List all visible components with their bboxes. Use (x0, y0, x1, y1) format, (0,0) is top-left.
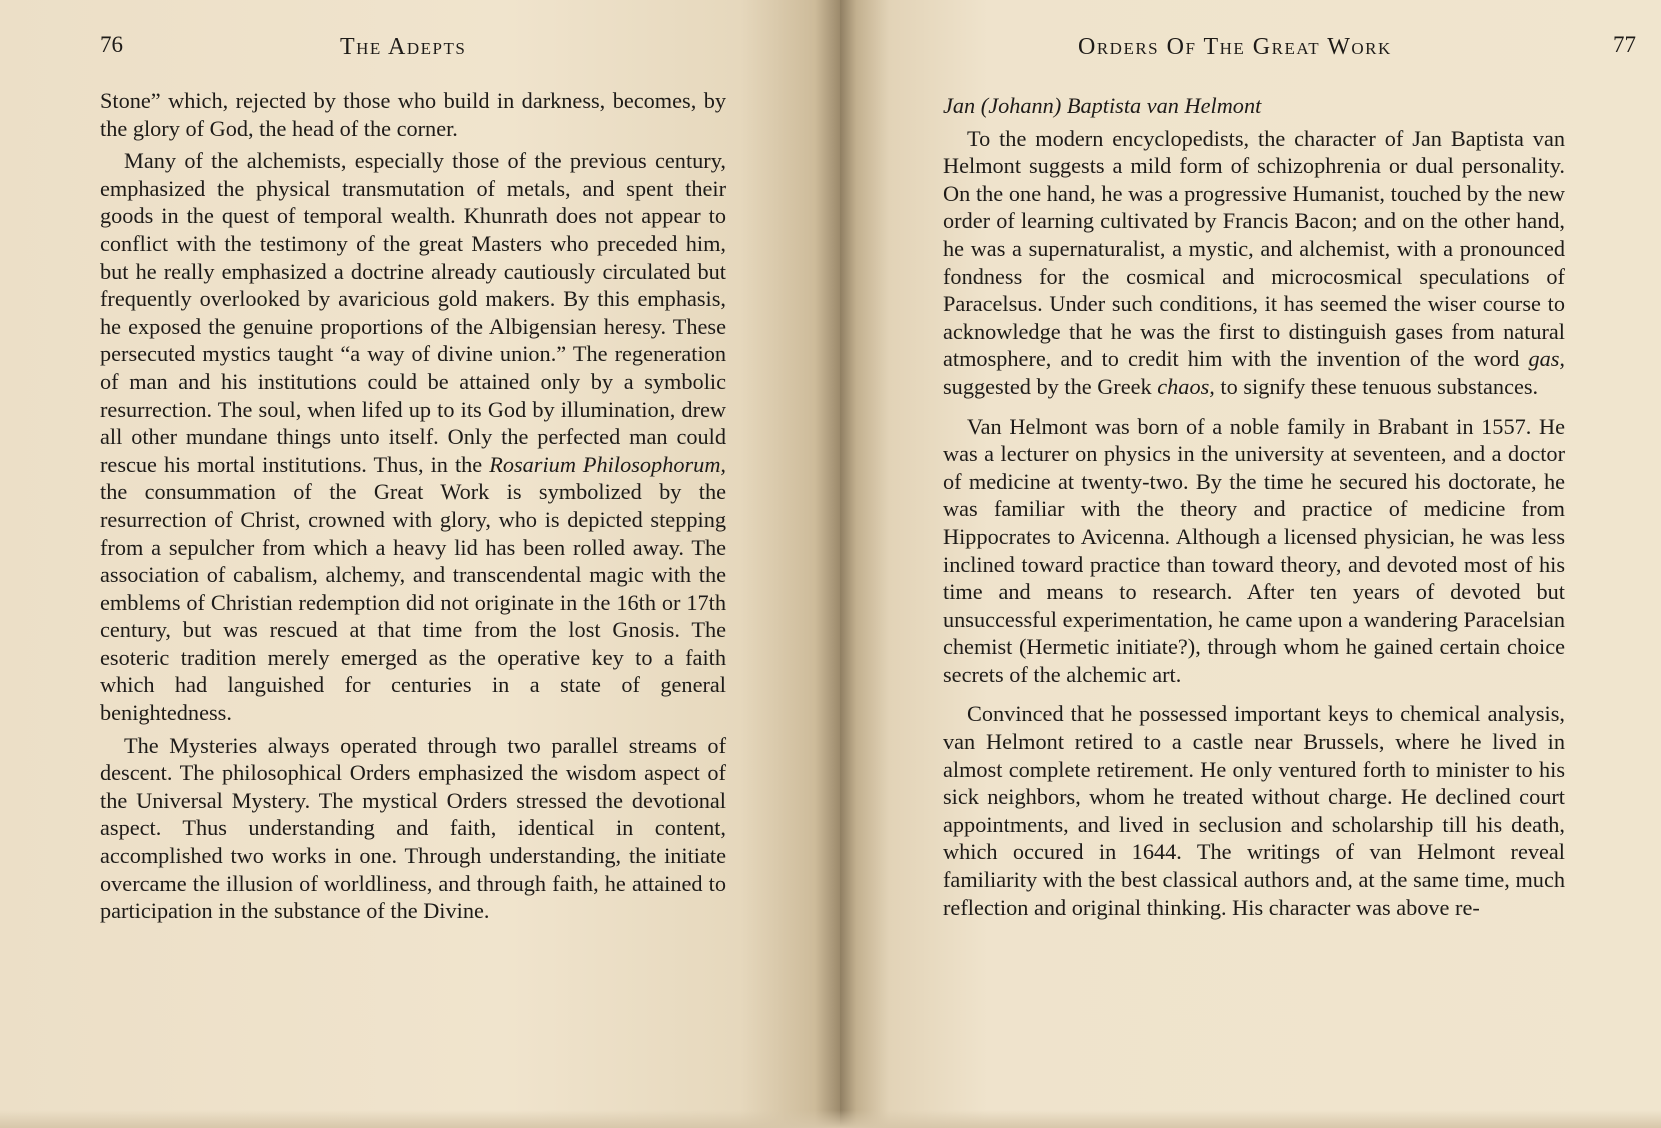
right-paragraph-2: Van Helmont was born of a noble family in Brabant in 1557. He was a lecturer on physics in the university at seventeen, and a doctor of medicine at twenty-two. By the time he secured his doctorate, he was familiar with the theory and practice of medicine from Hippocrates to Avicenna. Although a licensed physician, he was less inclined toward practice than toward theory, and devoted most of his time and means to research. After ten years of devoted but unsuccessful experimentation, he came upon a wandering Paracelsian chemist (Hermetic initiate?), through whom he gained certain choice secrets of the alchemic art. (943, 413, 1565, 687)
right-paragraph-1-mid: suggested by the Greek (943, 373, 1152, 399)
right-page-number: 77 (1613, 32, 1636, 57)
right-page-header (1078, 32, 1636, 62)
section-subheading: Jan (Johann) Baptista van Helmont (943, 93, 1262, 118)
right-page-edge (840, 1110, 1661, 1128)
right-running-title: Orders Of The Great Work (1078, 34, 1392, 60)
left-paragraph-1: Stone” which, rejected by those who build in darkness, becomes, by the glory of God, the head of the corner. (100, 88, 726, 141)
left-page-edge (0, 1110, 840, 1128)
left-page-header (100, 32, 720, 62)
left-paragraph-2-text: Many of the alchemists, especially those of the previous century, emphasized the physical transmutation of metals, and spent their goods in the quest of temporal wealth. Khunrath does not appear to conflict with the testimony of the great Masters who preceded him, but he really emphasized a doctrine already cautiously circulated but frequently overlooked by avaricious gold makers. By this emphasis, he exposed the genuine proportions of the Albigensian heresy. These persecuted mystics taught “a way of divine union.” The regeneration of man and his institutions could be attained only by a symbolic resurrection. The soul, when lifed up to its God by illumination, drew all other mundane things unto itself. Only the perfected man could rescue his mortal institutions. Thus, in the (100, 148, 726, 477)
left-page-body (100, 87, 726, 925)
left-page-number: 76 (100, 32, 123, 57)
word-gas: gas, (1528, 346, 1566, 372)
right-paragraph-1-end: to signify these tenuous substances. (1220, 373, 1539, 399)
right-paragraph-1 (943, 125, 1565, 401)
word-chaos: chaos, (1157, 373, 1215, 399)
right-paragraph-3: Convinced that he possessed important keys to chemical analysis, van Helmont retired to a castle near Brussels, where he lived in almost complete retirement. He only ventured forth to minister to his sick neighbors, whom he treated without charge. He declined court appointments, and lived in seclusion and scholarship till his death, which occured in 1644. The writings of van Helmont reveal familiarity with the best classical authors and, at the same time, much reflection and original thinking. His character was above re- (943, 701, 1565, 920)
left-running-title: The Adepts (340, 34, 467, 60)
left-paragraph-2-continued: the consummation of the Great Work is symbolized by the resurrection of Christ, crowned with glory, who is depicted stepping from a sepulcher from which a heavy lid has been rolled away. The association of cabalism, alchemy, and transcendental magic with the emblems of Christian redemption did not originate in the 16th or 17th century, but was rescued at that time from the lost Gnosis. The esoteric tradition merely emerged as the operative key to a faith which had languished for centuries in a state of general benightedness. (100, 479, 726, 726)
right-page-body (943, 92, 1565, 921)
rosarium-title: Rosarium Philosophorum, (489, 451, 726, 477)
left-paragraph-3: The Mysteries always operated through two parallel streams of descent. The philosophical Orders emphasized the wisdom aspect of the Universal Mystery. The mystical Orders stressed the devotional aspect. Thus understanding and faith, identical in content, accomplished two works in one. Through understanding, the initiate overcame the illusion of worldliness, and through faith, he attained to participation in the substance of the Divine. (100, 732, 726, 924)
right-paragraph-1-text: To the modern encyclopedists, the character of Jan Baptista van Helmont suggests a mild form of schizophrenia or dual personality. On the one hand, he was a progressive Humanist, touched by the new order of learning cultivated by Francis Bacon; and on the other hand, he was a supernaturalist, a mystic, and alchemist, with a pronounced fondness for the cosmical and microcosmical speculations of Paracelsus. Under such conditions, it has seemed the wiser course to acknowledge that he was the first to distinguish gases from natural atmosphere, and to credit him with the invention of the word (943, 125, 1565, 372)
left-paragraph-2 (100, 147, 726, 726)
